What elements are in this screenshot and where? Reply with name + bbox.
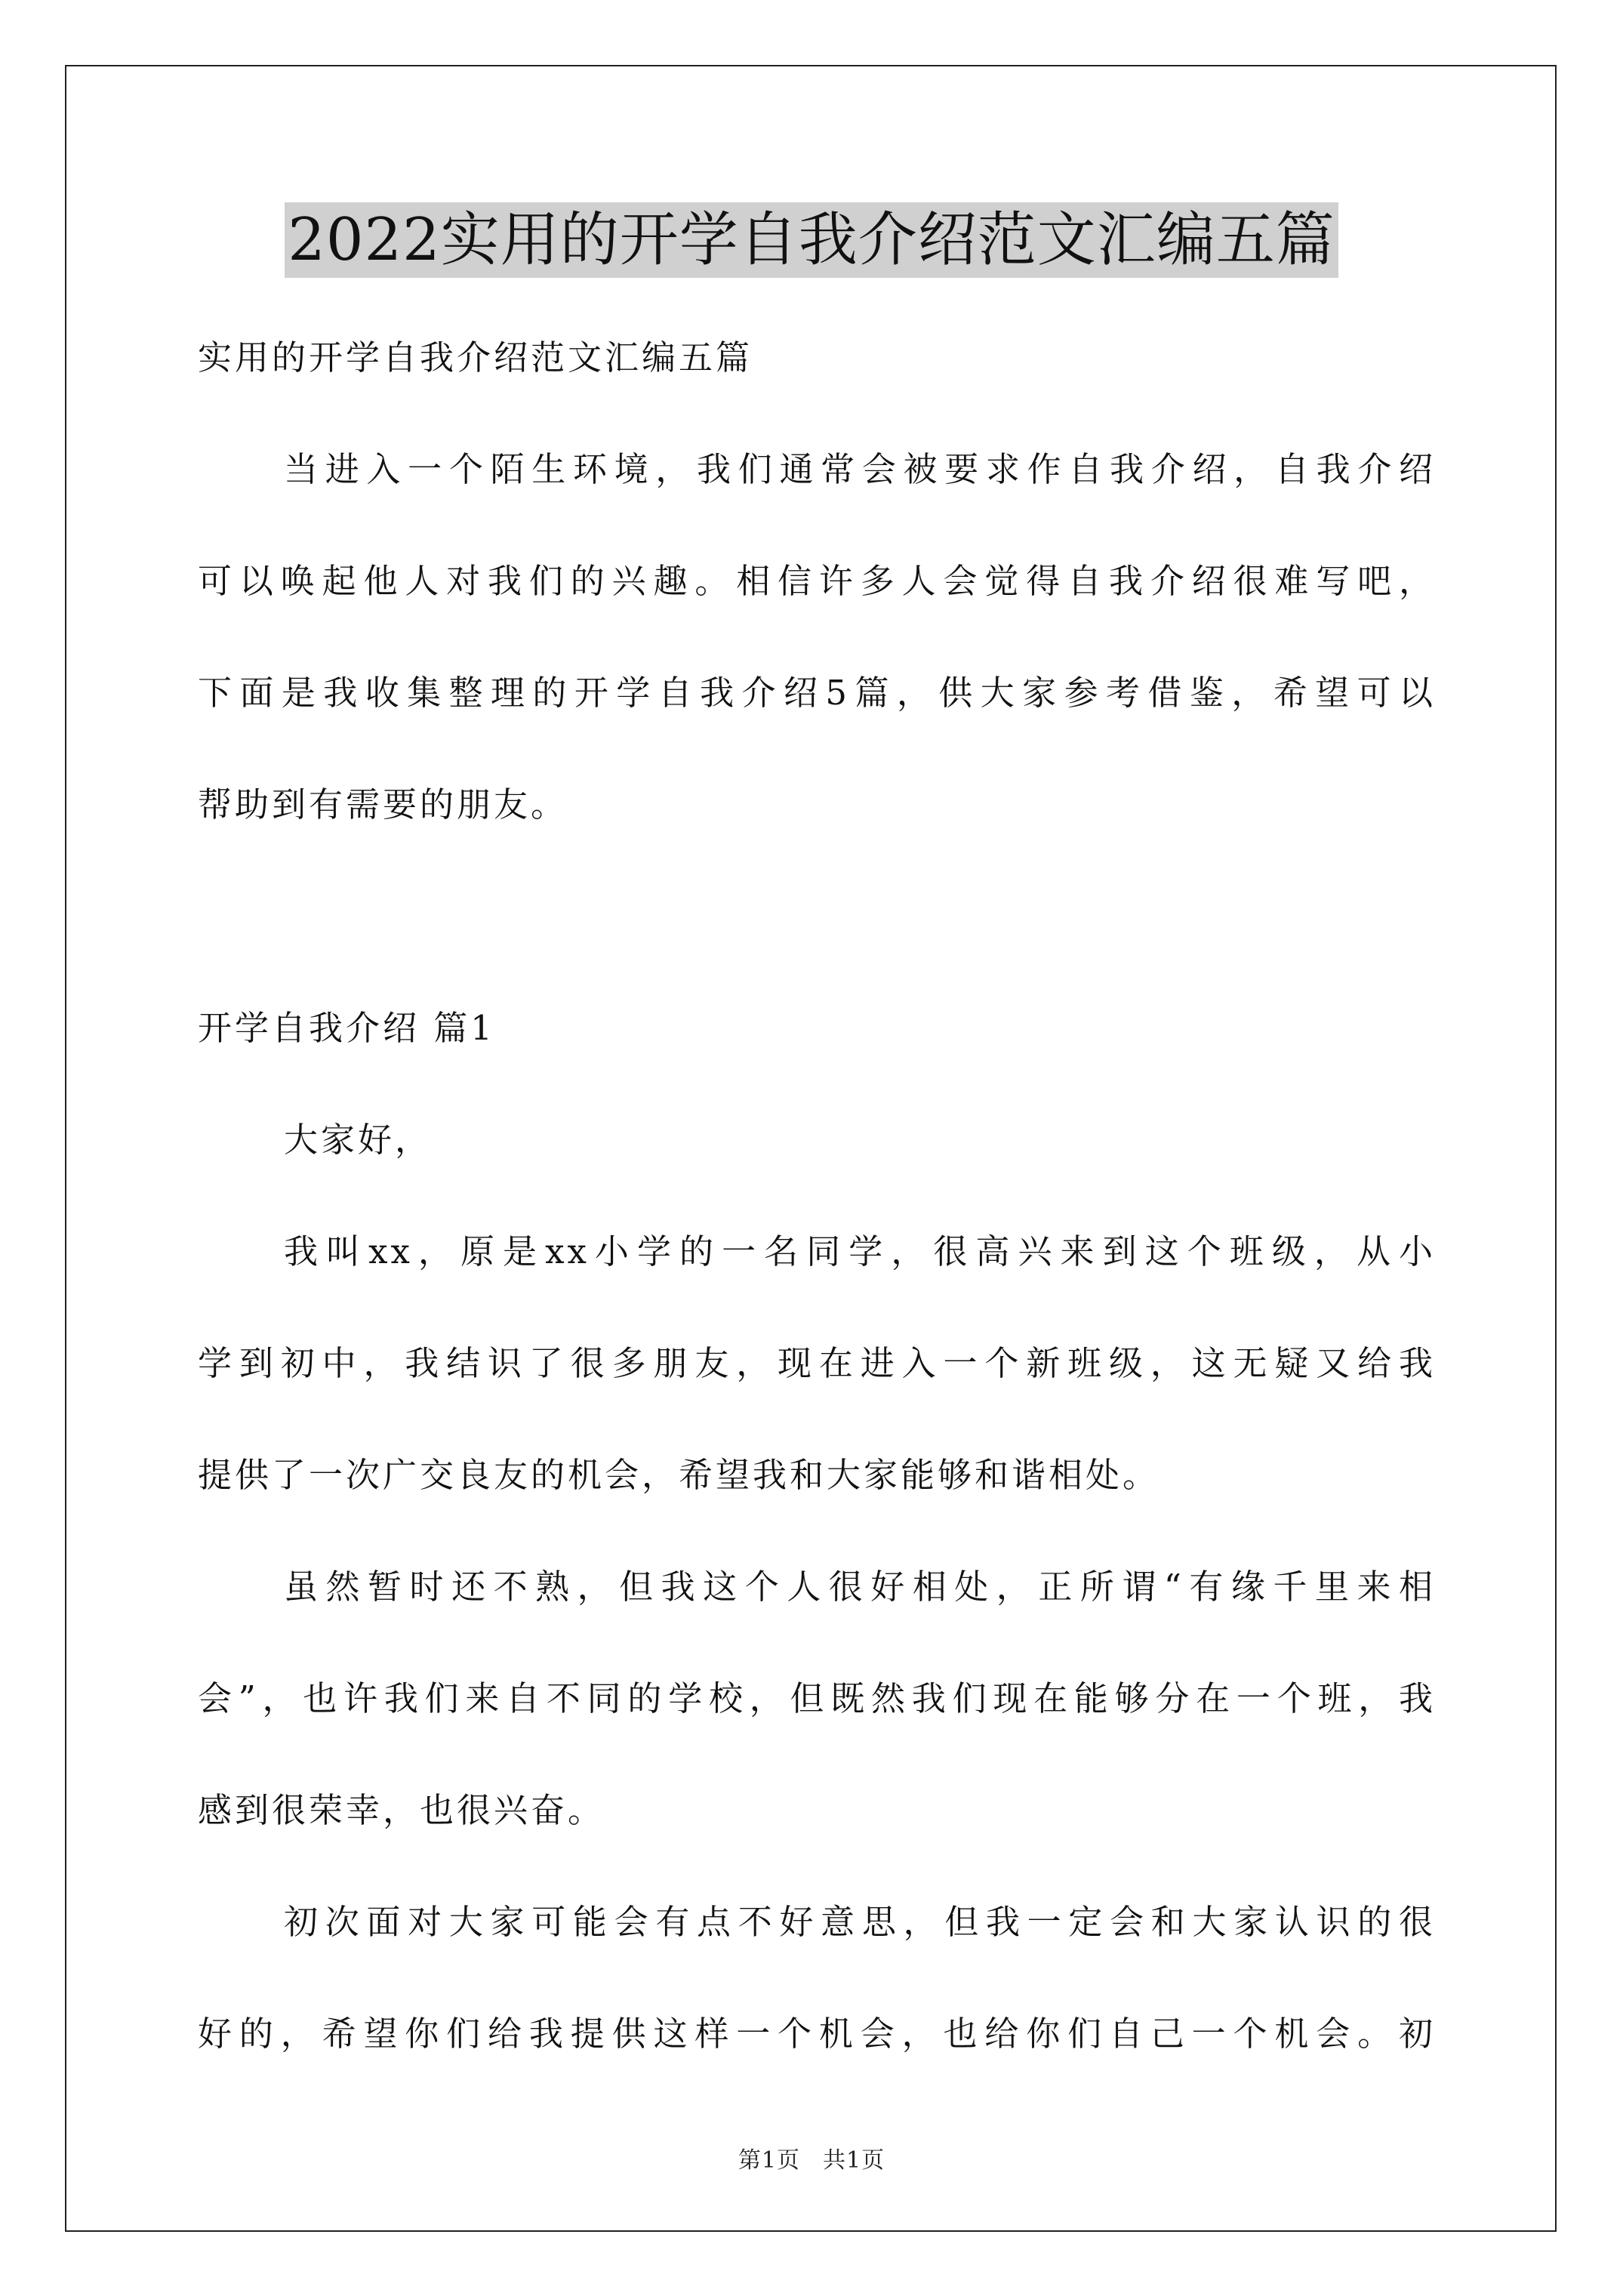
para2-line-2: 会”，也许我们来自不同的学校，但既然我们现在能够分在一个班，我 [198,1678,1436,1718]
para3-line-1: 初次面对大家可能会有点不好意思，但我一定会和大家认识的很 [284,1902,1436,1942]
document-body [198,302,1436,2090]
para1-line-3: 提供了一次广交良友的机会，希望我和大家能够和谐相处。 [198,1455,1160,1495]
greeting-line: 大家好， [284,1120,433,1160]
page-number: 第1页 [738,2147,800,2174]
subtitle: 实用的开学自我介绍范文汇编五篇 [198,337,753,378]
para3-line-2: 好的，希望你们给我提供这样一个机会，也给你们自己一个机会。初 [198,2014,1436,2054]
page-footer [0,2141,1623,2174]
intro-line-1: 当进入一个陌生环境，我们通常会被要求作自我介绍，自我介绍 [284,449,1436,489]
intro-line-2: 可以唤起他人对我们的兴趣。相信许多人会觉得自我介绍很难写吧， [198,561,1436,601]
para2-line-1: 虽然暂时还不熟，但我这个人很好相处，正所谓“有缘千里来相 [284,1567,1436,1607]
intro-line-4: 帮助到有需要的朋友。 [198,784,568,824]
para2-line-3: 感到很荣幸，也很兴奋。 [198,1790,605,1830]
document-title: 2022实用的开学自我介绍范文汇编五篇 [285,202,1338,278]
para1-line-1: 我叫xx，原是xx小学的一名同学，很高兴来到这个班级，从小 [284,1231,1436,1271]
section-spacer [198,861,1436,972]
page-total: 共1页 [823,2147,885,2174]
section-heading-1: 开学自我介绍 篇1 [198,1008,495,1048]
title-wrap [0,202,1623,278]
intro-line-3: 下面是我收集整理的开学自我介绍5篇，供大家参考借鉴，希望可以 [198,673,1436,713]
para1-line-2: 学到初中，我结识了很多朋友，现在进入一个新班级，这无疑又给我 [198,1343,1436,1383]
